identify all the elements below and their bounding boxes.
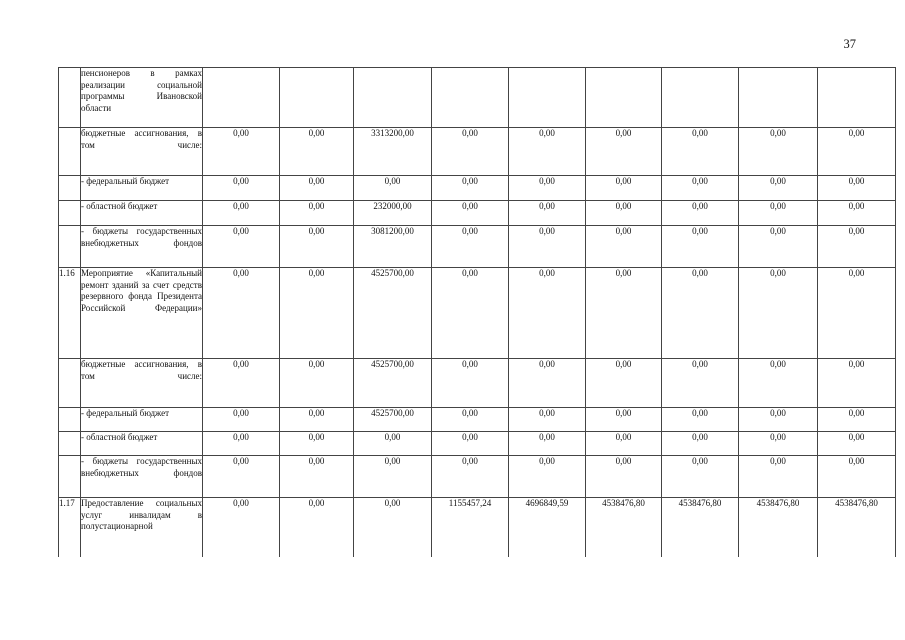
row-description: - федеральный бюджет — [81, 408, 203, 432]
table-row — [59, 456, 896, 498]
value-cell: 0,00 — [509, 359, 586, 408]
row-description: Предоставление социальных услуг инвалидам в полустационарной — [81, 498, 203, 557]
value-cell: 1155457,24 — [432, 498, 509, 557]
table-row — [59, 359, 896, 408]
value-cell: 0,00 — [509, 128, 586, 176]
value-cell: 0,00 — [662, 128, 739, 176]
row-code — [59, 359, 81, 408]
value-cell: 0,00 — [432, 176, 509, 201]
value-cell: 0,00 — [203, 359, 280, 408]
value-cell: 0,00 — [203, 176, 280, 201]
value-cell: 0,00 — [586, 432, 662, 456]
value-cell: 0,00 — [280, 432, 354, 456]
value-cell: 0,00 — [662, 176, 739, 201]
table-row — [59, 432, 896, 456]
row-code: 1.16 — [59, 268, 81, 359]
value-cell: 0,00 — [280, 268, 354, 359]
value-cell: 0,00 — [203, 268, 280, 359]
value-cell: 0,00 — [739, 408, 818, 432]
value-cell: 0,00 — [662, 359, 739, 408]
value-cell: 0,00 — [586, 408, 662, 432]
value-cell: 0,00 — [280, 359, 354, 408]
value-cell: 0,00 — [432, 128, 509, 176]
value-cell — [509, 68, 586, 128]
value-cell: 0,00 — [739, 456, 818, 498]
value-cell: 0,00 — [818, 128, 896, 176]
value-cell: 0,00 — [432, 359, 509, 408]
value-cell: 0,00 — [280, 408, 354, 432]
value-cell: 0,00 — [739, 176, 818, 201]
value-cell: 0,00 — [203, 456, 280, 498]
value-cell: 3313200,00 — [354, 128, 432, 176]
value-cell: 0,00 — [818, 226, 896, 268]
value-cell: 0,00 — [662, 201, 739, 226]
row-code: 1.17 — [59, 498, 81, 557]
value-cell: 0,00 — [739, 359, 818, 408]
value-cell: 0,00 — [586, 201, 662, 226]
row-code — [59, 128, 81, 176]
row-description: пенсионеров в рамках реализации социальной программы Ивановской области — [81, 68, 203, 128]
budget-table — [58, 67, 896, 557]
row-code — [59, 456, 81, 498]
table-row — [59, 68, 896, 128]
row-description: - областной бюджет — [81, 201, 203, 226]
value-cell: 0,00 — [354, 456, 432, 498]
value-cell: 0,00 — [739, 432, 818, 456]
value-cell: 4696849,59 — [509, 498, 586, 557]
row-code — [59, 408, 81, 432]
value-cell — [280, 68, 354, 128]
value-cell: 0,00 — [432, 201, 509, 226]
value-cell: 0,00 — [586, 268, 662, 359]
value-cell: 4538476,80 — [662, 498, 739, 557]
value-cell: 0,00 — [662, 456, 739, 498]
row-description: - бюджеты государственных внебюджетных фондов — [81, 226, 203, 268]
table-row — [59, 226, 896, 268]
table-row — [59, 128, 896, 176]
value-cell: 0,00 — [280, 456, 354, 498]
value-cell: 0,00 — [818, 201, 896, 226]
value-cell: 3081200,00 — [354, 226, 432, 268]
value-cell: 0,00 — [509, 226, 586, 268]
value-cell: 0,00 — [509, 432, 586, 456]
value-cell: 0,00 — [739, 201, 818, 226]
value-cell — [354, 68, 432, 128]
value-cell: 0,00 — [662, 432, 739, 456]
value-cell: 0,00 — [509, 201, 586, 226]
value-cell: 0,00 — [354, 498, 432, 557]
value-cell: 0,00 — [203, 408, 280, 432]
value-cell: 0,00 — [509, 176, 586, 201]
row-description: - федеральный бюджет — [81, 176, 203, 201]
value-cell: 0,00 — [586, 456, 662, 498]
value-cell: 0,00 — [354, 432, 432, 456]
value-cell: 0,00 — [818, 432, 896, 456]
row-description: бюджетные ассигнования, в том числе: — [81, 359, 203, 408]
value-cell: 0,00 — [203, 498, 280, 557]
value-cell: 0,00 — [432, 226, 509, 268]
value-cell: 0,00 — [280, 128, 354, 176]
value-cell: 0,00 — [280, 176, 354, 201]
value-cell: 0,00 — [354, 176, 432, 201]
value-cell: 0,00 — [432, 432, 509, 456]
row-description: - бюджеты государственных внебюджетных фондов — [81, 456, 203, 498]
value-cell: 232000,00 — [354, 201, 432, 226]
value-cell: 0,00 — [432, 456, 509, 498]
value-cell: 0,00 — [739, 226, 818, 268]
value-cell: 0,00 — [432, 408, 509, 432]
value-cell: 4538476,80 — [739, 498, 818, 557]
value-cell: 0,00 — [203, 226, 280, 268]
value-cell: 0,00 — [509, 408, 586, 432]
row-description: бюджетные ассигнования, в том числе: — [81, 128, 203, 176]
table-body — [59, 68, 896, 557]
page-number: 37 — [843, 37, 856, 51]
value-cell: 4525700,00 — [354, 359, 432, 408]
value-cell: 0,00 — [280, 201, 354, 226]
value-cell: 0,00 — [586, 176, 662, 201]
table-row — [59, 408, 896, 432]
table-row — [59, 201, 896, 226]
value-cell — [818, 68, 896, 128]
value-cell — [432, 68, 509, 128]
value-cell — [586, 68, 662, 128]
value-cell: 0,00 — [509, 268, 586, 359]
row-code — [59, 201, 81, 226]
value-cell: 0,00 — [280, 498, 354, 557]
value-cell — [739, 68, 818, 128]
value-cell: 0,00 — [818, 408, 896, 432]
value-cell — [203, 68, 280, 128]
value-cell: 0,00 — [818, 176, 896, 201]
value-cell: 0,00 — [586, 359, 662, 408]
table-row — [59, 268, 896, 359]
value-cell: 0,00 — [203, 128, 280, 176]
row-code — [59, 432, 81, 456]
value-cell: 0,00 — [432, 268, 509, 359]
row-description: - областной бюджет — [81, 432, 203, 456]
row-description: Мероприятие «Капитальный ремонт зданий за счет средств резервного фонда Президента Российской Федерации» — [81, 268, 203, 359]
row-code — [59, 176, 81, 201]
value-cell: 4538476,80 — [818, 498, 896, 557]
value-cell: 4538476,80 — [586, 498, 662, 557]
value-cell: 4525700,00 — [354, 408, 432, 432]
value-cell: 0,00 — [662, 268, 739, 359]
value-cell: 0,00 — [280, 226, 354, 268]
value-cell: 0,00 — [203, 432, 280, 456]
value-cell: 0,00 — [739, 268, 818, 359]
value-cell: 0,00 — [586, 226, 662, 268]
table-row — [59, 498, 896, 557]
value-cell: 0,00 — [662, 226, 739, 268]
value-cell: 4525700,00 — [354, 268, 432, 359]
value-cell: 0,00 — [818, 456, 896, 498]
row-code — [59, 68, 81, 128]
value-cell — [662, 68, 739, 128]
value-cell: 0,00 — [586, 128, 662, 176]
value-cell: 0,00 — [818, 359, 896, 408]
table-row — [59, 176, 896, 201]
value-cell: 0,00 — [509, 456, 586, 498]
value-cell: 0,00 — [739, 128, 818, 176]
value-cell: 0,00 — [662, 408, 739, 432]
row-code — [59, 226, 81, 268]
value-cell: 0,00 — [818, 268, 896, 359]
value-cell: 0,00 — [203, 201, 280, 226]
